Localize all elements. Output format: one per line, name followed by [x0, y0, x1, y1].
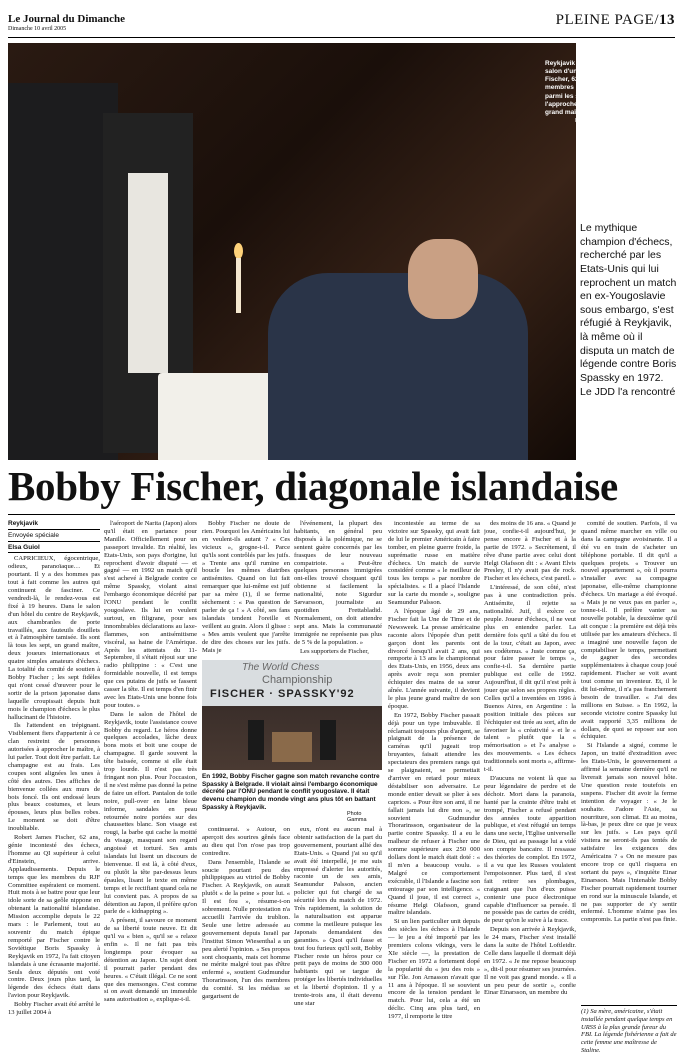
inset-player — [320, 720, 336, 760]
article-lede: Le mythique champion d'échecs, recherché par les Etats-Unis qui lui reprochent un match en ex-Yougoslavie sous embargo, s'est réfugié à Reykjavik, là même où il disputa un match de légende contre Boris Spassky en 1972. Le JDD l'a rencontré — [580, 222, 677, 398]
paragraph: Bobby Fischer ne doute de rien. Pourquoi les Américains lui en veulent-ils autant ? « Ces vicieux », grogne-t-il. Parce qu'ils sont contrôlés par les juifs. » Trente ans qu'il rumine en boucle les mêmes diatribes antisémites. Quand on lui fait remarquer que lui-même est juif par sa mère (1), il se ferme sèchement : « Pas question de parler de ça ! » A côté, ses fans islandais tendent l'oreille et veillent au grain. Alors il glisse : « Mes amis veulent que j'arrête de dire des choses sur les juifs. Mais je — [202, 520, 290, 654]
byline-place: Reykjavik — [8, 520, 100, 530]
article-headline: Bobby Fischer, diagonale islandaise — [8, 463, 618, 509]
photo-credit: Photo Eric Dessons/JDD — [575, 118, 636, 124]
inset-banner: FISCHER · SPASSKY'92 — [210, 688, 355, 700]
paragraph: Ils l'attendent en trépignant. Visiblement fiers d'appartenir à ce clan restreint de personnes autorisées à approcher le maître, à lui parler. Tout doit être parfait. Le champagne est au frais. Les coupes sont alignées les unes à côté des autres. Des affiches de bienvenue collées aux murs de bois foncé. Ils ont endossé leurs plus beaux costumes, et leurs épouses, leurs plus belles robes. Le moment se doit d'être inoubliable. — [8, 722, 100, 833]
paragraph: eux, n'ont eu aucun mal à obtenir satisfaction de la part du gouvernement, pourtant allié des Etats-Unis. « Quand j'ai su qu'il avait été interpellé, je me suis empressé d'alerter les autorités, raconte un de ses amis, Seamundur Palsson, ancien policier qui fut chargé de sa sécurité lors du match de 1972. Très rapidement, la solution de la naturalisation est apparue comme la meilleure puisque les Japonais demandaient des garanties. » Quoi qu'il fasse et tout fou furieux qu'il soit, Bobby Fischer reste un héros pour ce petit pays de moins de 300 000 habitants qui se targue de protéger les libertés individuelles et la liberté d'opinion. Il y a trente-trois ans, il était devenu une star — [294, 826, 382, 1007]
paragraph: comité de soutien. Parfois, il va quand même marcher en ville ou dans la campagne avoisinante. Il a été vu en train de s'acheter un téléphone portable. Il dit qu'il a quelques projets. « Trouver un nouvel appartement », où il pourra s'installer avec sa compagne japonaise, elle-même championne d'échecs. Un mariage a été évoqué. « Mais je ne veux pas en parler », tonne-t-il. Il préfère vanter sa nouvelle potable, la deuxième qu'il ait conçue : la première est déjà très utilisée par les amateurs d'échecs. Il a imaginé une nouvelle façon de comptabiliser le temps, permettant de gagner des secondes supplémentaires à chaque coup joué rapidement. Fischer se voit avant tout comme un inventeur. Et, il le dit lui-même, il n'a pas franchement besoin de travailler. « J'ai des millions en Suisse. » En 1992, la seconde victoire contre Spassky lui avait rapporté 3,35 millions de dollars, de quoi se reposer sur son échiquier. — [581, 520, 677, 741]
photo-shirt — [128, 173, 168, 373]
section-label: PLEINE PAGE/13 — [555, 12, 675, 28]
photo-caption: Reykjavik (Islande), le 2 avril. Dans le salon d'un hôtel du centre-ville, Bobby Fischer, 62 ans, et quelques-uns des membres de son comité de soutien, parmi les seules personnes à pouvoir l'approcher. Au centre, Helgi Olafsson, grand maître islandais. — [545, 60, 665, 116]
inset-desk — [272, 732, 312, 762]
article-column-5 — [388, 520, 480, 1050]
paragraph: A présent, il savoure ce moment de sa liberté toute neuve. Et dit qu'il va « bien », qu'il se « relaxe enfin ». Il ne fait pas très longtemps pour évoquer sa détention au Japon. Un sujet dont il pourrait parler pendant des heures. « C'était illégal. Ce ne sont que des mensonges. C'est comme si on avait demandé un immeuble sans autorisation », explique-t-il. — [104, 917, 197, 1004]
article-column-4-bottom — [294, 826, 382, 1050]
photo-face — [408, 239, 478, 319]
photo-seated-figure — [268, 273, 528, 460]
candle — [236, 258, 241, 313]
paragraph: l'aéroport de Narita (Japon) alors qu'il était en partance pour Manille. Officiellement pour un passeport invalide. En réalité, les Etats-Unis, son pays d'origine, lui reprochent d'avoir disputé — et gagné — en 1992 un match qu'il s'est achevé à Belgrade contre ce même Spassky, violant ainsi l'embargo économique décrété par l'ONU pendant le conflit yougoslave. Ils lui en veulent surtout, en filigrane, pour ses innombrables déclarations au laxe-flammes, son antisémitisme viscéral, sa haine de l'Amérique. Après les attentats du 11-Septembre, il s'était réjoui sur une radio philippine : « C'est une formidable nouvelle, il est temps que ces putains de juifs se fassent casser la tête. Il est temps d'en finir avec les Etats-Unis une bonne fois pour toutes. » — [104, 520, 197, 709]
article-column-3-bottom — [202, 826, 290, 1050]
article-column-1 — [8, 520, 100, 1050]
main-photo — [8, 43, 576, 460]
paragraph: D'aucuns ne voient là que sa peur légendaire de perdre et de déchoir. Mort dans la paranoïa, hanté par la crainte d'être trahi et trompé, Fischer a refusé pendant des années toute apparition publique, et s'est réfugié un temps dans une secte, l'Eglise universelle de Dieu, qui au passage lui a vidé son compte bancaire. Il ressasse des théories de complot. En 1972, il a vu que les Russes voulaient l'empoisonner. Plus tard, il s'est fait retirer ses plombages, craignant que l'un d'eux puisse contenir une puce électronique capable d'influencer sa pensée. Il ne possède pas de cartes de crédit, de peur qu'on le suive à la trace. — [484, 775, 576, 925]
section-name: PLEINE PAGE — [555, 12, 655, 28]
article-column-4-top — [294, 520, 382, 656]
paragraph: des moins de 16 ans. « Quand je joue, confie-t-il aujourd'hui, je pense encore à Fischer et à la partie de 1972. » Secrètement, il rêve d'une partie avec celui dont Helgi Olafsson dit : « Avant Elvis Presley, il n'y avait pas de rock. Fischer et les échecs, c'est pareil. » — [484, 520, 576, 583]
paragraph: continuerai. » Autour, on aperçoit des sourires gênés face au dieu qui l'on n'ose pas trop contredire. — [202, 826, 290, 857]
paragraph: Bobby Fischer avait été arrêté le 13 juillet 2004 à — [8, 1001, 100, 1017]
article-column-6 — [484, 520, 576, 1050]
inset-title-line1: The World Chess — [242, 662, 320, 673]
paragraph: Depuis son arrivée à Reykjavik, le 24 mars, Fischer s'est installé dans la suite de l'hôtel Loftleidir. Celle dans laquelle il dormait déjà en 1972. « Je me repose beaucoup », dit-il pour résumer ses journées. Il ne voit pas grand monde. « Il a un peu peur de sortir », confie Einar Einarsson, un membre du — [484, 926, 576, 997]
inset-caption: En 1992, Bobby Fischer gagne son match revanche contre Spassky à Belgrade. Il violait ainsi l'embargo économique décrété par l'ONU pendant le conflit yougoslave. Il était devenu champion du monde vingt ans plus tôt en battant Spassky à Reykjavik. — [202, 773, 380, 811]
photo-figure-left — [8, 83, 118, 460]
paragraph: l'événement, la plupart des habitants, en général peu disposés à la polémique, ne se sentent guère concernés par les frasques de leur nouveau compatriote. « Peut-être quelques personnes immigrées ont-elles trouvé choquant qu'il obtienne si facilement la nationalité, note Sigurdur Sævarsson, journaliste au quotidien Frettabladid. Normalement, on doit attendre sept ans. Mais la communauté immigrée ne représente pas plus de 5 % de la population. » — [294, 520, 382, 646]
inset-credit: Photo Gamma — [347, 811, 367, 823]
candle-flame — [234, 243, 243, 259]
paragraph: Si l'Islande a signé, comme le Japon, un traité d'extradition avec les Etats-Unis, le gouvernement a affirmé la semaine dernière qu'il ne livrerait jamais son nouvel hôte. Une question reste toutefois en suspens. Fischer dit avoir la ferme intention de voyager : « Je le souhaite. J'adore l'Asie, sa nourriture, son climat. Et au moins, là-bas, je peux dire ce que je veux sur les juifs. » Les pays qu'il visitera ne seront-ils pas tentés de satisfaire les exigences des Américains ? « On ne mesure pas encore trop ce qu'il risquera en sortant du pays », s'inquiète Einar Einarsson. Mais l'intenable Bobby Fischer pourrait rapidement tourner en rond sur la minuscule Islande, et ne pas supporter de s'y sentir enfermé. L'homme n'aime pas les compromis. La partie n'est pas finie. — [581, 742, 677, 924]
paragraph: Si un lien particulier unit depuis des siècles les échecs à l'Islande — le jeu a été importé par les premiers colons vikings, vers le XIe siècle —, la prestation de Fischer en 1972 a fortement dopé la popularité du « jeu des rois » sur l'île. Jon Arnasson n'avait que 11 ans à l'époque. Il se souvient encore de la tension pendant le match. Pour lui, cela a été un déclic. Cinq ans plus tard, en 1977, il remporte le titre — [388, 918, 480, 1021]
inset-player — [248, 720, 264, 760]
page-header — [8, 12, 675, 38]
divider — [8, 514, 675, 515]
byline-author: Elsa Guiol — [8, 544, 100, 554]
issue-date: Dimanche 10 avril 2005 — [8, 26, 67, 32]
footnote: (1) Sa mère, américaine, s'était installée pendant quelque temps en URSS à la plus grande fureur du FBI. La légende fishérienne a fait de cette femme une maîtresse de Staline. — [581, 1005, 677, 1055]
inset-photo — [202, 660, 382, 823]
byline-role: Envoyée spéciale — [8, 532, 100, 542]
inset-image — [202, 660, 382, 770]
article-column-2 — [104, 520, 197, 1050]
article-column-3-top — [202, 520, 290, 656]
paragraph: incontestée au terme de sa victoire sur Spassky, qui avait fait de lui le premier Américain à faire tomber, en pleine guerre froide, la suprématie russe en matière d'échecs. Un match de survie considéré comme « le meilleur de tous les temps » par nombre de spécialistes. « Il a placé l'Islande sur la carte du monde », souligne Seamundur Palsson. — [388, 520, 480, 607]
page-number: 13 — [659, 12, 675, 28]
paragraph: Robert James Fischer, 62 ans, génie incontesté des échecs, l'homme au QI supérieur à celui d'Einstein, arrive. Applaudissements. Depuis le temps que les membres du RJF Committee espéraient ce moment. Huit mois à se battre pour que leur idole sorte de sa geôle nippone en obtenant la nationalité islandaise. Mission accomplie depuis le 22 mars : le Parlement, tout au souvenir du match épique remporté par Fischer contre le Soviétique Boris Spassky à Reykjavik en 1972, l'a fait citoyen islandais à une écrasante majorité. Seuls deux députés ont voté contre. Deux jours plus tard, la légende des échecs était dans l'avion pour Reykjavik. — [8, 834, 100, 1000]
inset-title-line2: Championship — [262, 674, 333, 686]
paragraph: A l'époque âgé de 29 ans, Fischer fait la Une de Time et de Newsweek. La presse américaine raconte alors l'épopée d'un petit garçon dont les parents ont divorcé lorsqu'il avait 2 ans, qui remporte à 13 ans le championnat des Etats-Unis, en 1956, deux ans après avoir reçu son premier échiquier des mains de sa sœur aînée. L'année suivante, il devient le plus jeune grand maître de son époque. — [388, 607, 480, 710]
paragraph: CAPRICIEUX, égocentrique, odieux, paranoïaque… Et pourtant. Il y a des hommes pas tout à fait comme les autres qui continuent de fasciner. Ce vendredi-là, le rendez-vous est fixé à 19 heures. Dans le salon d'un hôtel du centre de Reykjavik, aux chambranles de porte travaillés, aux fauteuils douillets et à l'atmosphère tamisée. Ils sont là tous les sept, un grand maître, deux joueurs internationaux et quatre simples amateurs d'échecs. La totalité du comité de soutien à Bobby Fischer ; les sept fidèles qui n'ont cessé d'œuvrer pour le sortir de la prison japonaise dans laquelle croupissait depuis huit mois le champion d'échecs le plus hallucinant de l'histoire. — [8, 555, 100, 721]
paragraph: Dans l'ensemble, l'Islande se soucie pourtant peu des philippiques au vitriol de Bobby Fischer. A Reykjavik, on aurait plutôt « de la peine » pour lui. « Il est fou », résume-t-on sobrement. Nulle protestation n'a accueilli l'arrivée du trublion. Seule une lettre adressée au gouvernement depuis Israël par l'institut Simon Wiesenthal a un peu alerté l'opinion. « Ses propos sont choquants, mais cet homme ne mérite malgré tout pas d'être enfermé », soutient Gudmundur Thorarinsson, l'un des membres du comité. Si les médias se gargarisent de — [202, 858, 290, 1001]
paragraph: L'intéressé, de son côté, n'est pas à une contradiction près. Antisémite, il rejette sa nationalité. Juif, il exècre ce peuple. Joueur d'échecs, il ne veut plus en entendre parler. La dernière fois qu'il a tâté du fou et de la tour, c'était au Japon, avec ses codétenus. « Juste comme ça, pour faire passer le temps », confie-t-il. Sa dernière partie publique est celle de 1992. Aujourd'hui, il dit qu'il n'est prêt à jouer que selon ses propres règles. Celles qu'il a inventées en 1996 à Buenos Aires, en Argentine : la position initiale des pièces sur l'échiquier est tirée au sort, afin de favoriser la « créativité » et le « talent » plutôt que la « mémorisation » et l'« analyse » des mouvements. « Les échecs traditionnels sont morts », affirme-t-il. — [484, 584, 576, 774]
paragraph: Dans le salon de l'hôtel de Reykjavik, toute l'assistance couve Bobby du regard. Le héros donne quelques accolades, lâche deux bons mots et boit une coupe de champagne. Il garde souvent la tête baissée, comme si elle était trop lourde. Il n'est pas très fringant non plus. Pour l'occasion, il ne s'est même pas donné la peine de faire un effort. Pantalon de toile noire, pull-over en laine bleue informe, sandales en peau retournée noire portées sur des chaussettes blanc. Son visage est rougi, la barbe qui cache la moitié du visage, masquant son regard angoissé et torturé. Ses amis islandais lui lisent un discours de bienvenue. Il est là, à côté d'eux, ou plutôt la tête par-dessus leurs épaules, lisant le texte en même temps et le rectifiant quand cela ne lui convient pas. A propos de sa détention au Japon, il préfère qu'on parle de « kidnapping ». — [104, 710, 197, 916]
paragraph: En 1972, Bobby Fischer passait déjà pour un type imbuvable. Il réclamait toujours plus d'argent, se plaignait de la présence de caméras qu'il jugeait trop bruyantes, faisait attendre les spectateurs des premiers rangs qui se plaignaient, se permettait d'arriver en retard pour mieux déstabiliser son adversaire. Le monde entier devait se plier à ses caprices. « Pour être son ami, il ne fallait jamais lui dire non », se souvient Gudmundur Thorarinsson, organisateur de la partie contre Spassky. Il a eu le malheur de refuser à Fischer une somme supérieure aux 250 000 dollars dont le match était doté : « Il m'en a beaucoup voulu. » Malgré ce comportement exécrable, il l'Islande a fascine son entourage par son intelligence. « Quand il joue, il est correct », résume Helgi Olafsson, grand maître islandais. — [388, 711, 480, 917]
paragraph: Les supporters de Fischer, — [300, 647, 369, 655]
article-column-7 — [581, 520, 677, 1000]
masthead: Le Journal du Dimanche — [8, 13, 126, 25]
